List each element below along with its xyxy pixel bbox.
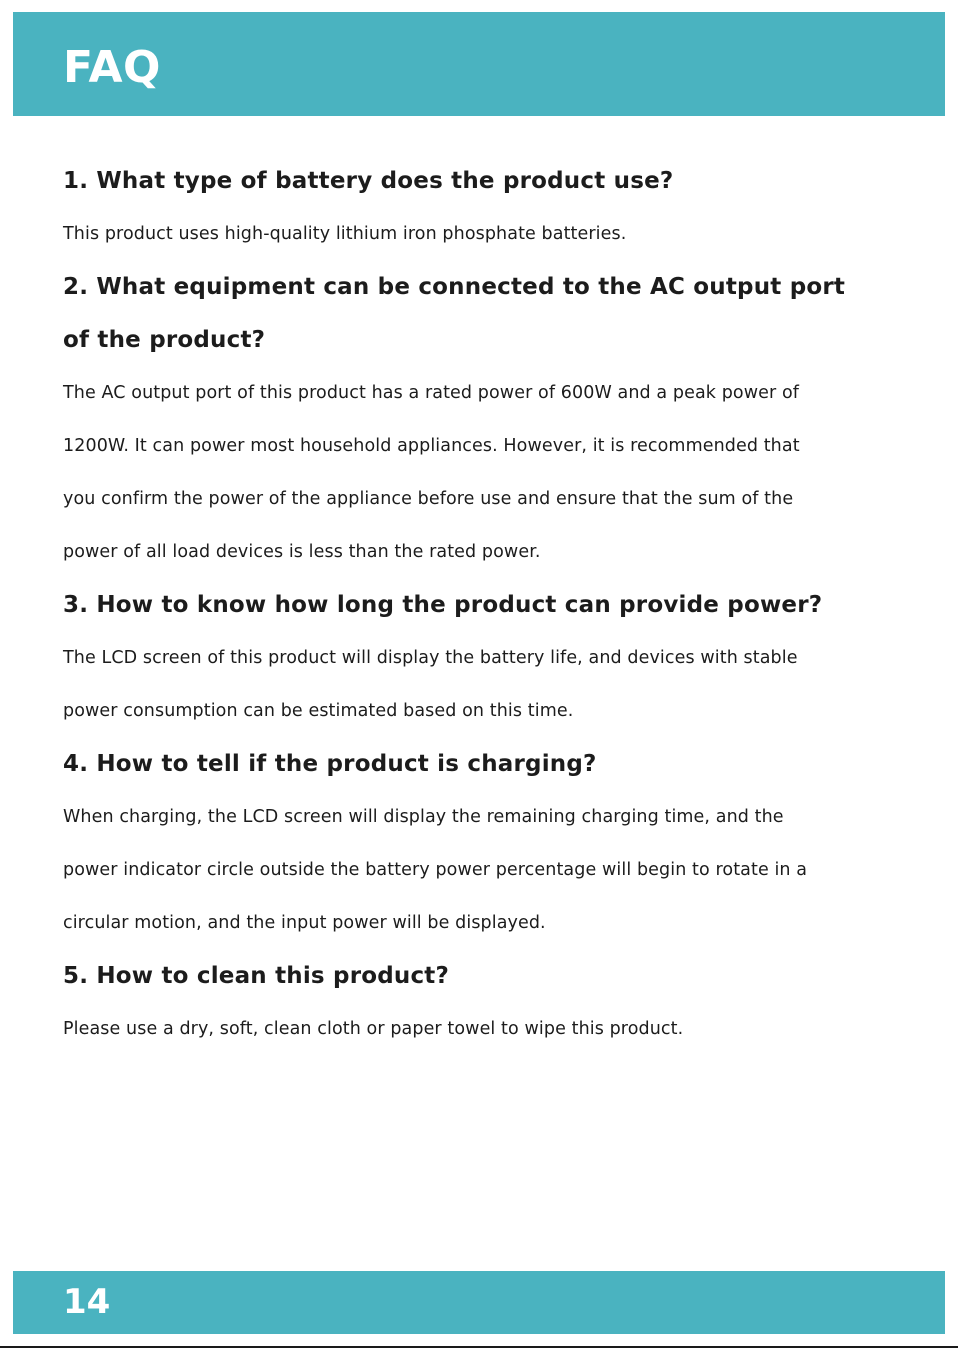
bottom-rule [0, 1346, 958, 1348]
faq-answer-4-line-1: When charging, the LCD screen will display the remaining charging time, and the [63, 807, 784, 827]
faq-item-2 [63, 261, 913, 579]
page-title: FAQ [63, 42, 161, 93]
header-bar [13, 12, 945, 116]
page-number: 14 [63, 1282, 111, 1322]
faq-answer-3-line-1: The LCD screen of this product will display the battery life, and devices with stable [63, 648, 798, 668]
faq-item-1 [63, 155, 913, 261]
faq-content [63, 155, 913, 1056]
faq-question-5: 5. How to clean this product? [63, 963, 450, 989]
faq-answer-2-line-2: 1200W. It can power most household appliances. However, it is recommended that [63, 436, 800, 456]
faq-question-3: 3. How to know how long the product can provide power? [63, 592, 823, 618]
faq-answer-2-line-4: power of all load devices is less than the rated power. [63, 542, 541, 562]
faq-answer-1-line-1: This product uses high-quality lithium iron phosphate batteries. [63, 224, 627, 244]
faq-answer-2-line-1: The AC output port of this product has a rated power of 600W and a peak power of [63, 383, 800, 403]
footer-bar [13, 1271, 945, 1334]
faq-answer-3-line-2: power consumption can be estimated based on this time. [63, 701, 574, 721]
faq-answer-4-line-3: circular motion, and the input power will be displayed. [63, 913, 546, 933]
faq-answer-2-line-3: you confirm the power of the appliance before use and ensure that the sum of the [63, 489, 794, 509]
faq-answer-4-line-2: power indicator circle outside the battery power percentage will begin to rotate in a [63, 860, 808, 880]
faq-item-4 [63, 738, 913, 950]
faq-answer-5-line-1: Please use a dry, soft, clean cloth or paper towel to wipe this product. [63, 1019, 684, 1039]
faq-question-2-line-1: 2. What equipment can be connected to the AC output port [63, 274, 846, 300]
faq-question-4: 4. How to tell if the product is charging? [63, 751, 597, 777]
faq-question-1: 1. What type of battery does the product use? [63, 168, 674, 194]
faq-item-3 [63, 579, 913, 738]
faq-question-2-line-2: of the product? [63, 327, 266, 353]
faq-item-5 [63, 950, 913, 1056]
